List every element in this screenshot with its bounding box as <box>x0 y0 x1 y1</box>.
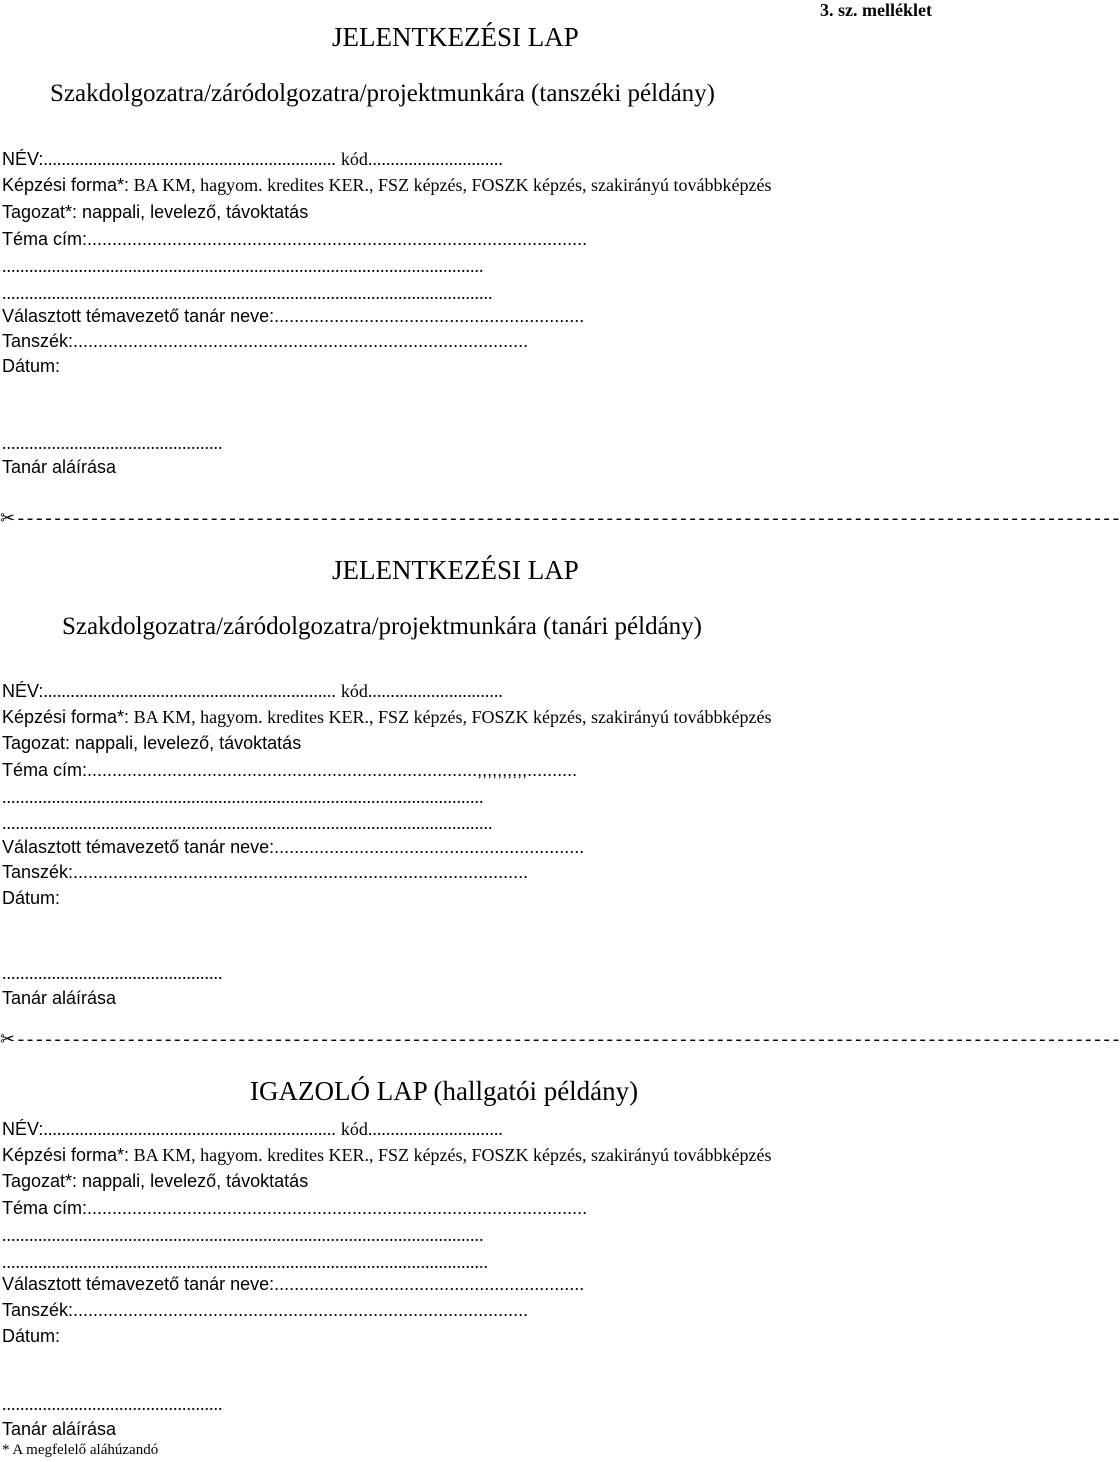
training-form-value: BA KM, hagyom. kredites KER., FSZ képzés, FOSZK képzés, szakirányú továbbképzés <box>133 707 772 727</box>
code-label: kód <box>340 681 368 701</box>
section-1-dots-line-2[interactable]: ............................................................................................................. <box>2 283 493 303</box>
code-label: kód <box>340 1119 368 1139</box>
section-1-training-form[interactable] <box>2 174 771 196</box>
cut-dashes: ------------------------------------------------------------------------------------------------------------------------ <box>15 1031 1120 1051</box>
section-3-signature-label: Tanár aláírása <box>2 1419 117 1439</box>
section-3-supervisor[interactable]: Választott témavezető tanár neve:.............................................................. <box>2 1274 585 1294</box>
section-3-dots-line-2[interactable]: ............................................................................................................ <box>2 1252 488 1272</box>
section-1-subtitle: Szakdolgozatra/záródolgozatra/projektmunkára (tanszéki példány) <box>50 80 715 107</box>
name-label: NÉV: <box>2 149 44 169</box>
section-3-name-line[interactable] <box>2 1118 503 1140</box>
scissors-icon: ✂ <box>0 508 14 529</box>
footnote: * A megfelelő aláhúzandó <box>2 1442 159 1458</box>
section-2-subtitle: Szakdolgozatra/záródolgozatra/projektmunkára (tanári példány) <box>62 613 702 640</box>
code-dots: .............................. <box>367 681 503 701</box>
scissors-icon: ✂ <box>0 1029 14 1050</box>
section-1-date[interactable]: Dátum: <box>2 356 61 376</box>
training-form-label: Képzési forma*: <box>2 1145 130 1165</box>
training-form-label: Képzési forma*: <box>2 707 130 727</box>
section-3-dots-line-1[interactable]: ........................................................................................................... <box>2 1225 484 1245</box>
section-2-training-form[interactable] <box>2 706 771 728</box>
section-2-topic-line[interactable]: Téma cím:..............................................................................,,,,,,,,,,.......... <box>2 760 578 780</box>
cut-line-1 <box>0 508 1120 530</box>
section-3-training-form[interactable] <box>2 1144 771 1166</box>
section-3-department[interactable]: Tanszék:........................................................................................... <box>2 1300 529 1320</box>
cut-line-2 <box>0 1029 1120 1051</box>
name-dots: ................................................................. <box>43 1119 336 1139</box>
section-2-signature-label: Tanár aláírása <box>2 988 117 1008</box>
code-label: kód <box>340 149 368 169</box>
section-1-name-line[interactable] <box>2 148 503 170</box>
section-1-signature-label: Tanár aláírása <box>2 457 117 477</box>
name-label: NÉV: <box>2 681 44 701</box>
section-2-title: JELENTKEZÉSI LAP <box>332 555 579 585</box>
section-3-date[interactable]: Dátum: <box>2 1326 61 1346</box>
training-form-value: BA KM, hagyom. kredites KER., FSZ képzés, FOSZK képzés, szakirányú továbbképzés <box>133 1145 772 1165</box>
name-dots: ................................................................. <box>43 149 336 169</box>
section-2-supervisor[interactable]: Választott témavezető tanár neve:.............................................................. <box>2 837 585 857</box>
name-label: NÉV: <box>2 1119 44 1139</box>
section-2-dots-line-1[interactable]: ........................................................................................................... <box>2 787 484 807</box>
section-2-date[interactable]: Dátum: <box>2 888 61 908</box>
section-3-signature-dots[interactable]: ................................................. <box>2 1394 223 1414</box>
section-1-signature-dots[interactable]: ................................................. <box>2 433 223 453</box>
code-dots: .............................. <box>367 149 503 169</box>
section-2-signature-dots[interactable]: ................................................. <box>2 963 223 983</box>
section-1-topic-line[interactable]: Téma cím:.................................................................................................... <box>2 229 588 249</box>
section-1-title: JELENTKEZÉSI LAP <box>332 22 579 52</box>
section-3-schedule[interactable]: Tagozat*: nappali, levelező, távoktatás <box>2 1171 309 1191</box>
section-3-topic-line[interactable]: Téma cím:.................................................................................................... <box>2 1198 588 1218</box>
section-1-supervisor[interactable]: Választott témavezető tanár neve:.............................................................. <box>2 306 585 326</box>
section-2-dots-line-2[interactable]: ............................................................................................................. <box>2 813 493 833</box>
section-2-name-line[interactable] <box>2 680 503 702</box>
section-1-schedule[interactable]: Tagozat*: nappali, levelező, távoktatás <box>2 202 309 222</box>
section-2-schedule[interactable]: Tagozat: nappali, levelező, távoktatás <box>2 733 302 753</box>
cut-dashes: ------------------------------------------------------------------------------------------------------------------------ <box>15 510 1120 530</box>
section-1-department[interactable]: Tanszék:........................................................................................... <box>2 331 529 351</box>
section-1-dots-line-1[interactable]: ........................................................................................................... <box>2 256 484 276</box>
training-form-value: BA KM, hagyom. kredites KER., FSZ képzés, FOSZK képzés, szakirányú továbbképzés <box>133 175 772 195</box>
section-3-title: IGAZOLÓ LAP (hallgatói példány) <box>250 1076 639 1106</box>
section-2-department[interactable]: Tanszék:........................................................................................... <box>2 862 529 882</box>
name-dots: ................................................................. <box>43 681 336 701</box>
annex-label: 3. sz. melléklet <box>820 0 932 20</box>
training-form-label: Képzési forma*: <box>2 175 130 195</box>
code-dots: .............................. <box>367 1119 503 1139</box>
